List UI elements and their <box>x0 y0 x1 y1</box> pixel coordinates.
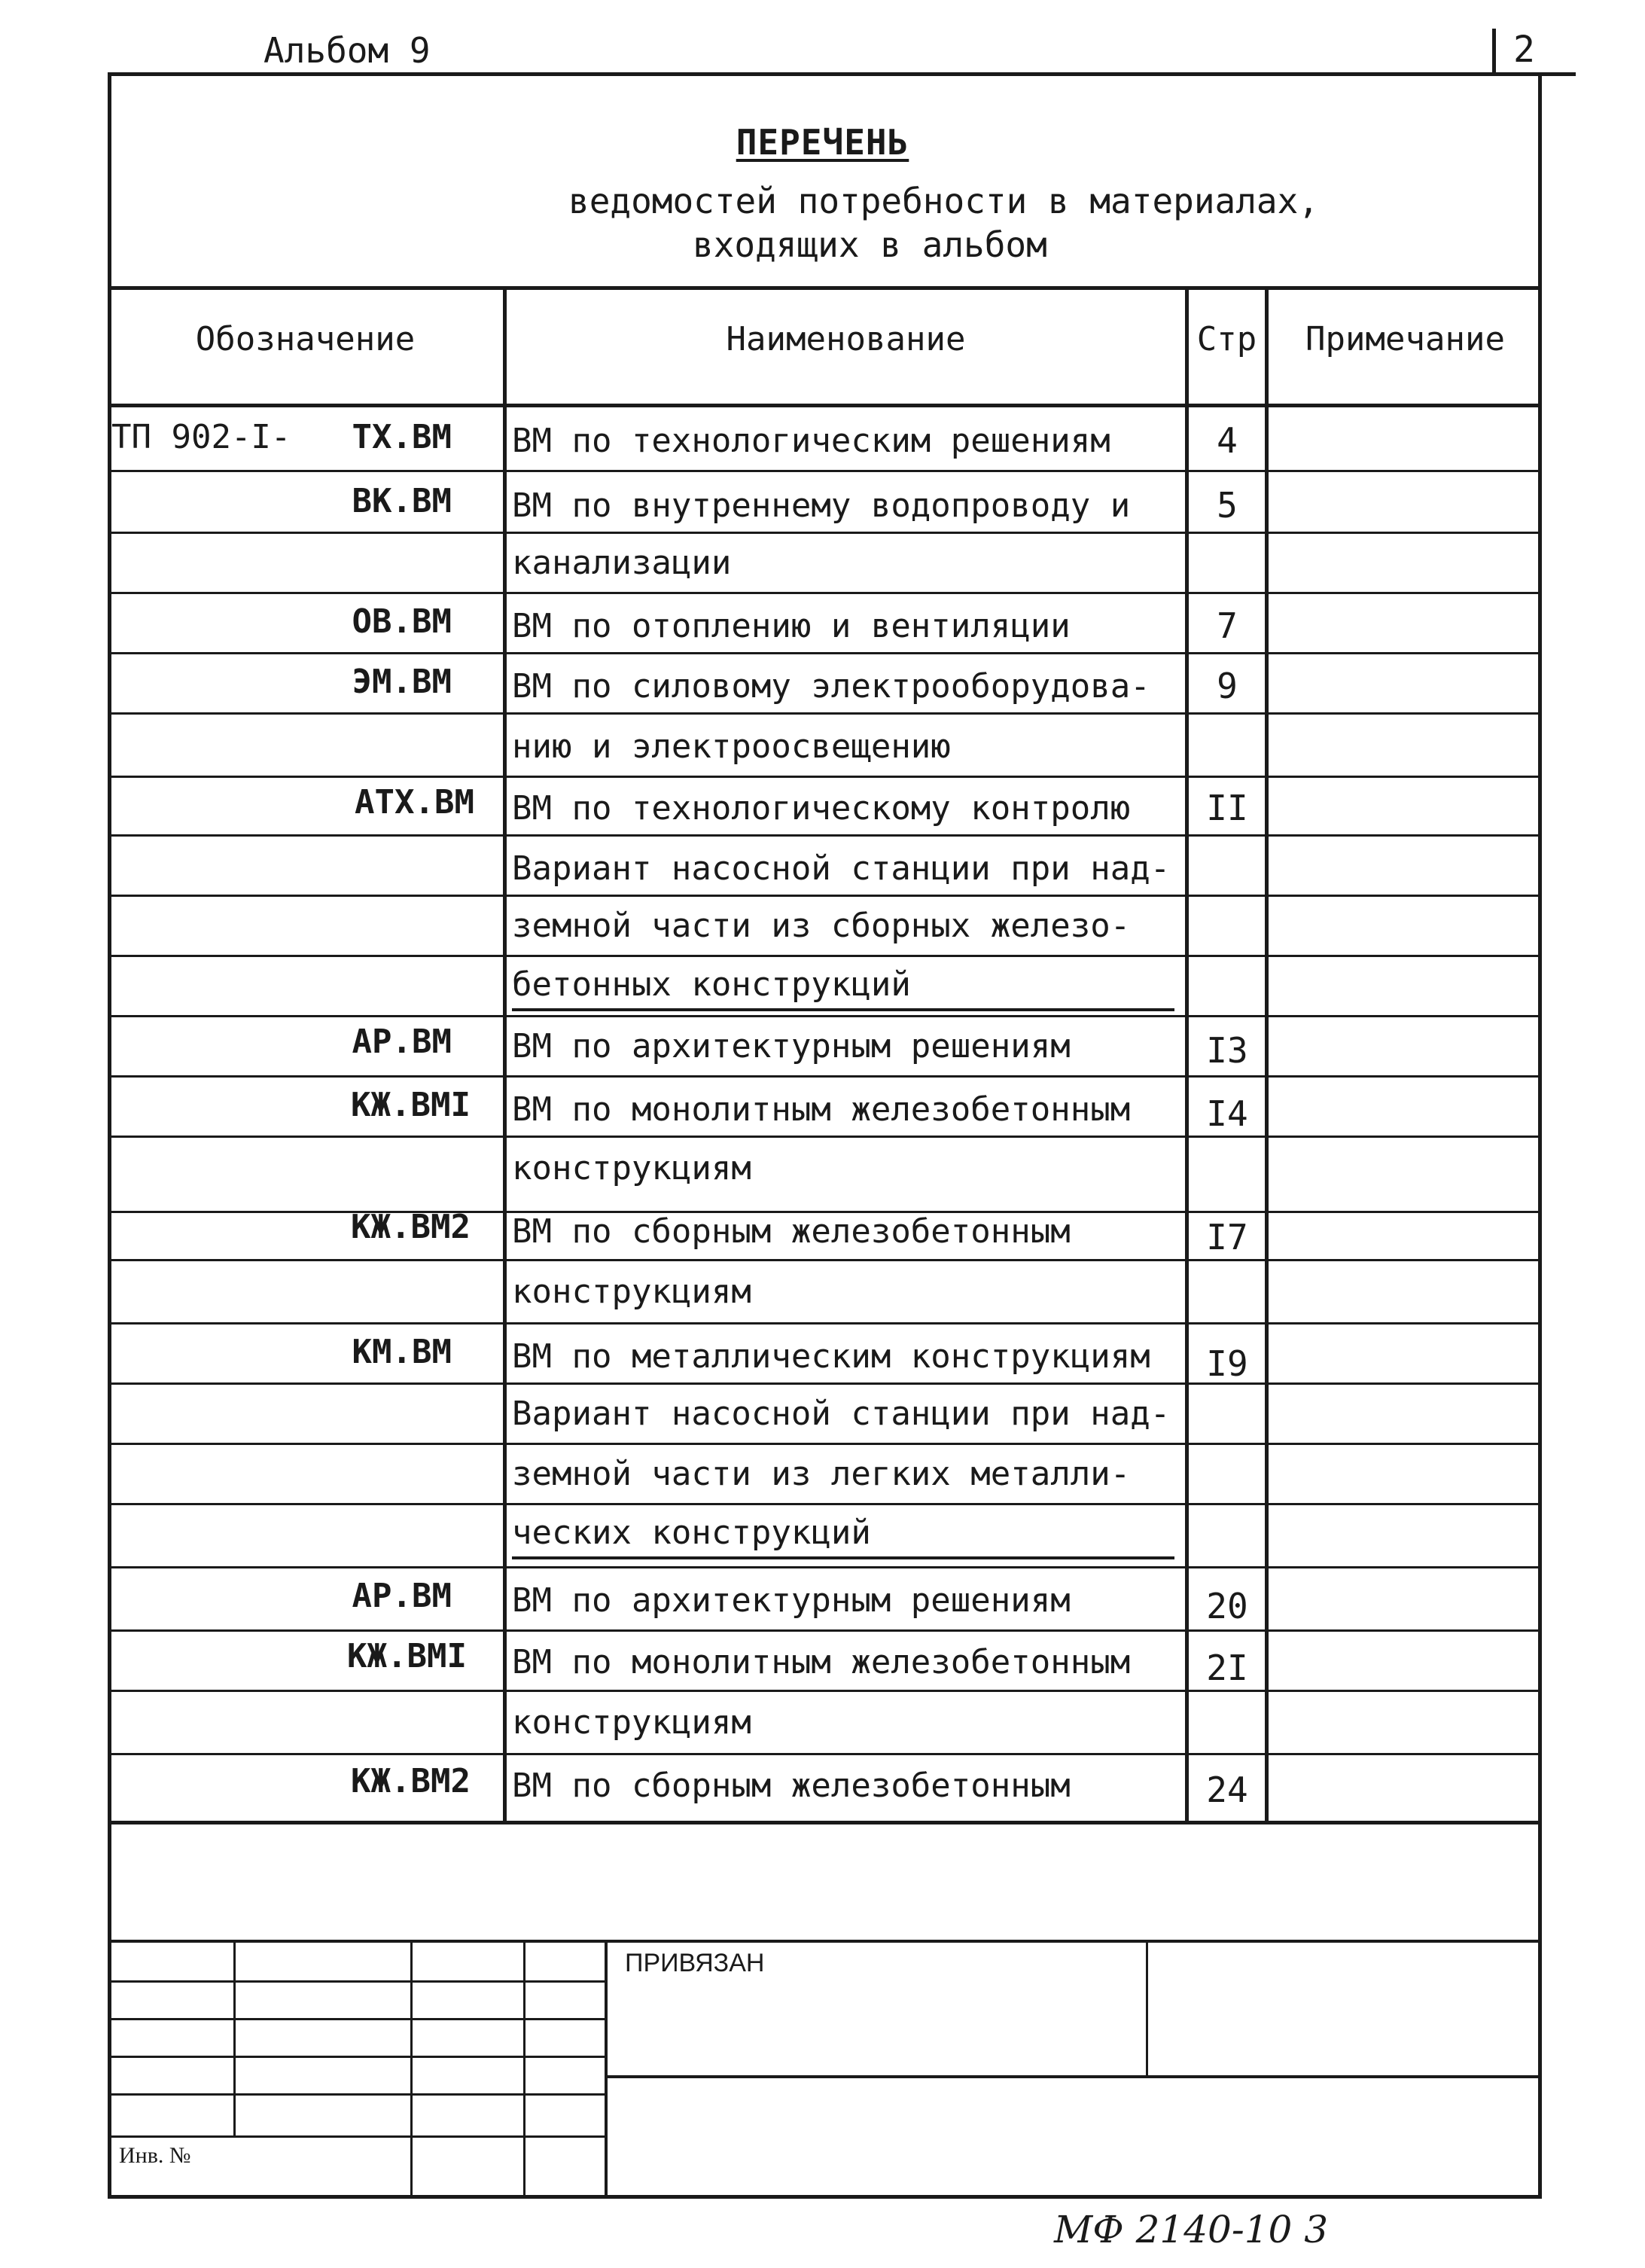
stamp-rule <box>605 2075 1542 2078</box>
row-code: КЖ.ВМ2 <box>351 1762 471 1800</box>
stamp-col <box>523 1940 525 2199</box>
row-name: канализации <box>512 544 732 582</box>
row-name: ВМ по технологическому контролю <box>512 789 1131 828</box>
row-name: земной части из сборных железо- <box>512 907 1131 945</box>
row-name: Вариант насосной станции при над- <box>512 849 1171 888</box>
stamp-rule <box>108 2056 605 2058</box>
row-name: ВМ по монолитным железобетонным <box>512 1643 1131 1681</box>
designation-prefix: ТП 902-I- <box>111 418 291 456</box>
row-code: ЭМ.ВМ <box>352 663 452 701</box>
row-page: 7 <box>1217 605 1238 646</box>
row-code: ВК.ВМ <box>352 482 452 520</box>
column-header-name: Наименование <box>726 320 966 358</box>
row-name: конструкциям <box>512 1703 751 1742</box>
stamp-rule <box>108 2135 605 2138</box>
stamp-col <box>605 1940 608 2199</box>
row-name: ВМ по сборным железобетонным <box>512 1767 1071 1805</box>
row-page: 9 <box>1217 666 1238 706</box>
row-page: I9 <box>1206 1343 1248 1384</box>
row-page: 5 <box>1217 485 1238 526</box>
title-main: ПЕРЕЧЕНЬ <box>736 122 909 163</box>
stamp-col <box>1146 1940 1148 2077</box>
row-name: ВМ по внутреннему водопроводу и <box>512 486 1131 525</box>
row-name: ВМ по технологическим решениям <box>512 422 1110 460</box>
stamp-rule <box>108 1980 605 1983</box>
bound-label: ПРИВЯЗАН <box>625 1949 765 1977</box>
album-label: Альбом 9 <box>264 30 431 71</box>
row-page: II <box>1206 788 1248 828</box>
row-name: ческих конструкций <box>512 1514 1174 1559</box>
row-name: ВМ по металлическим конструкциям <box>512 1337 1150 1376</box>
row-page: 20 <box>1206 1586 1248 1626</box>
row-name: земной части из легких металли- <box>512 1455 1131 1493</box>
inventory-label: Инв. № <box>119 2143 191 2168</box>
title-line-1: ведомостей потребности в материалах, <box>568 181 1319 221</box>
stamp-col <box>233 1940 236 2135</box>
row-name: конструкциям <box>512 1149 751 1187</box>
row-code: ОВ.ВМ <box>352 602 452 641</box>
row-name: нию и электроосвещению <box>512 727 951 766</box>
row-code: КМ.ВМ <box>352 1333 452 1371</box>
row-page: I4 <box>1206 1093 1248 1134</box>
stamp-rule <box>108 2018 605 2020</box>
row-code: АР.ВМ <box>352 1577 452 1615</box>
title-line-2: входящих в альбом <box>693 224 1047 265</box>
row-name: ВМ по отоплению и вентиляции <box>512 607 1071 645</box>
row-code: КЖ.ВМI <box>347 1637 467 1675</box>
row-name: бетонных конструкций <box>512 965 1174 1011</box>
document-code: МФ 2140-10 3 <box>1054 2208 1329 2251</box>
column-header-page: Стр <box>1196 320 1257 358</box>
row-code: АР.ВМ <box>352 1023 452 1061</box>
stamp-rule <box>108 2093 605 2096</box>
stamp-top-rule <box>108 1940 1542 1943</box>
row-name: ВМ по силовому электрооборудова- <box>512 667 1150 706</box>
row-code: АТХ.ВМ <box>355 783 474 822</box>
row-page: 4 <box>1217 420 1238 461</box>
column-header-note: Примечание <box>1305 320 1505 358</box>
row-name: Вариант насосной станции при над- <box>512 1395 1171 1433</box>
row-name: конструкциям <box>512 1273 751 1311</box>
row-page: 2I <box>1206 1648 1248 1688</box>
row-page: I3 <box>1206 1030 1248 1071</box>
row-name: ВМ по монолитным железобетонным <box>512 1090 1131 1129</box>
row-page: 24 <box>1206 1770 1248 1810</box>
row-name: ВМ по сборным железобетонным <box>512 1212 1071 1251</box>
row-page: I7 <box>1206 1217 1248 1257</box>
stamp-col <box>410 1940 413 2199</box>
row-name: ВМ по архитектурным решениям <box>512 1581 1071 1620</box>
column-header-designation: Обозначение <box>195 320 416 358</box>
row-code: КЖ.ВМI <box>351 1086 471 1124</box>
row-code: ТХ.ВМ <box>352 418 452 456</box>
page-number: 2 <box>1513 29 1535 71</box>
row-name: ВМ по архитектурным решениям <box>512 1027 1071 1065</box>
row-code: КЖ.ВМ2 <box>351 1208 471 1246</box>
